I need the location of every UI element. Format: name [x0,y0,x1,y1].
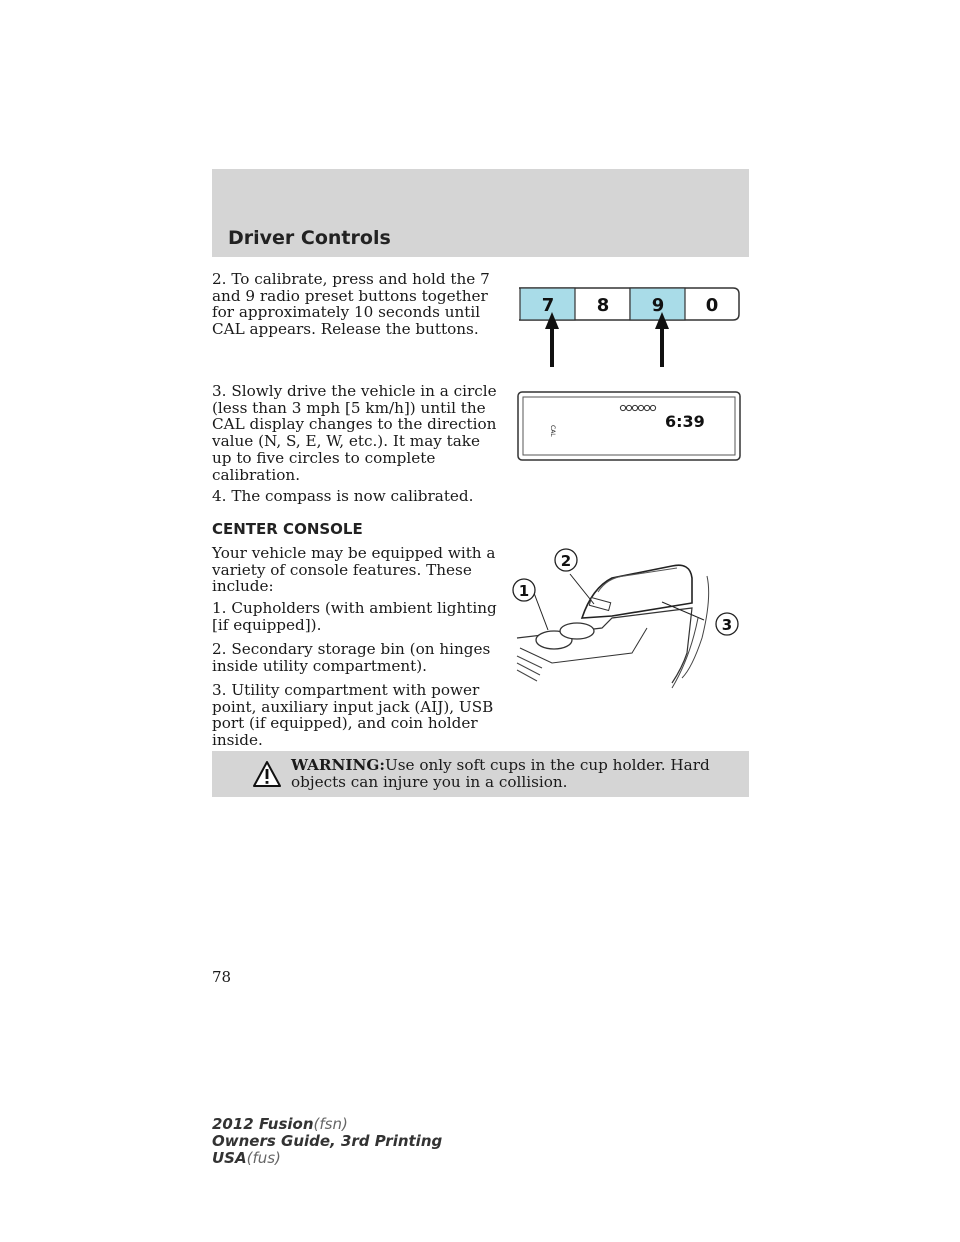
footer-region-code: (fus) [246,1149,281,1167]
radio-display-figure [515,389,745,464]
callout-2 [555,549,577,571]
callout-1 [513,579,535,601]
svg-text:2: 2 [560,552,572,570]
console-item-3: 3. Utility compartment with power point, auxiliary input jack (AIJ), USB port (if equipped), and coin holder inside. [212,681,494,750]
section-title: Driver Controls [228,227,391,249]
section-header-band [212,169,749,257]
footer-region: USA [212,1149,247,1167]
console-item-1: 1. Cupholders (with ambient lighting [if equipped]). [212,599,497,634]
step-3-text: 3. Slowly drive the vehicle in a circle (less than 3 mph [5 km/h]) until the CAL display changes to the direction value (N, S, E, W, etc.). It may take up to five circles to complete calibration. [212,382,497,484]
warning-triangle-icon [252,760,282,788]
center-console-intro: Your vehicle may be equipped with a variety of console features. These include: [212,544,496,596]
center-console-heading: CENTER CONSOLE [212,520,363,538]
footer [212,1116,442,1167]
step-4-text: 4. The compass is now calibrated. [212,487,474,505]
footer-guide: Owners Guide, 3rd Printing [212,1132,443,1150]
console-item-2: 2. Secondary storage bin (on hinges inside utility compartment). [212,640,491,675]
preset-label-0: 0 [705,295,719,316]
preset-label-7: 7 [541,295,555,316]
page-number: 78 [212,968,232,986]
callout-3 [716,613,738,635]
footer-model: 2012 Fusion [212,1115,314,1133]
svg-text:3: 3 [721,616,733,634]
footer-model-code: (fsn) [313,1115,348,1133]
warning-message: Use only soft cups in the cup holder. Hard objects can injure you in a collision. [291,756,710,791]
warning-box [212,751,749,797]
preset-label-9: 9 [651,295,665,316]
preset-label-8: 8 [596,295,610,316]
display-cal: CAL [549,425,556,437]
warning-label: WARNING: [291,756,385,774]
step-2-text: 2. To calibrate, press and hold the 7 and 9 radio preset buttons together for approximately 10 seconds until CAL appears. Release the buttons. [212,270,490,339]
display-time: 6:39 [665,412,705,431]
svg-text:1: 1 [518,582,530,600]
preset-buttons-figure [515,285,745,375]
center-console-figure [512,548,752,703]
warning-text [291,757,741,790]
